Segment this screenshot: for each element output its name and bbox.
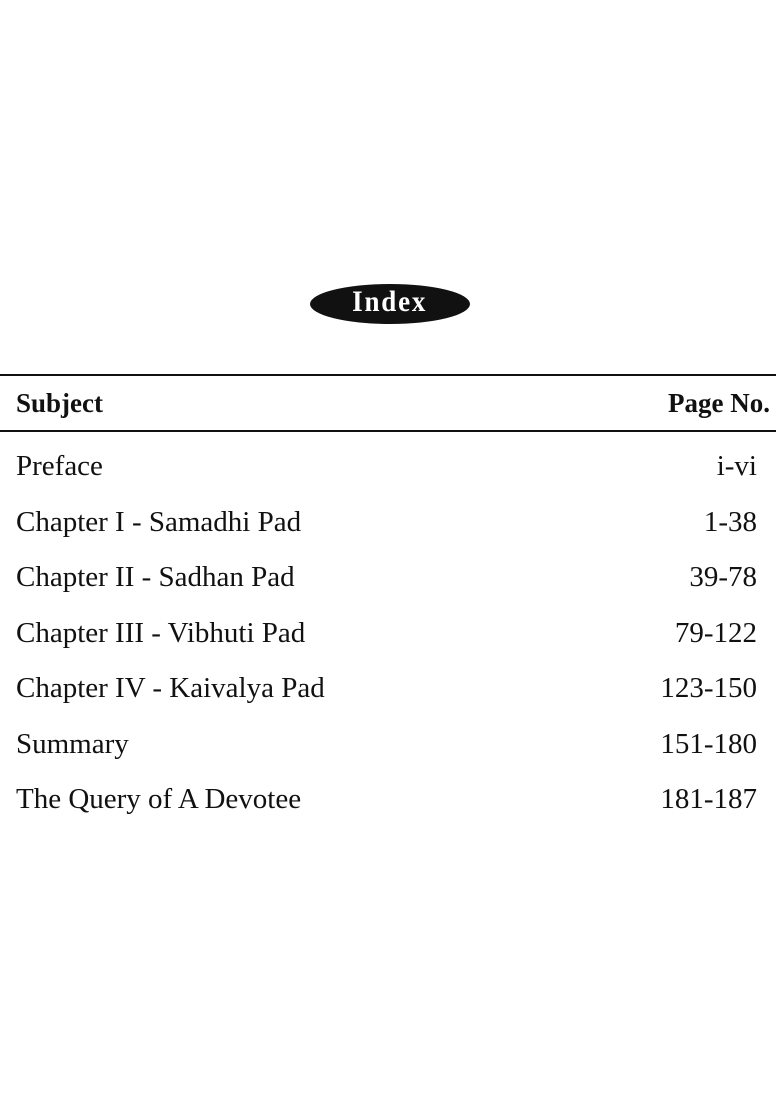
row-subject: Chapter II - Sadhan Pad xyxy=(16,561,295,593)
index-row xyxy=(16,505,757,539)
row-pages: 1-38 xyxy=(703,505,757,538)
row-subject: Chapter I - Samadhi Pad xyxy=(16,505,302,538)
index-row xyxy=(16,782,757,816)
index-row xyxy=(16,671,757,705)
row-pages: 79-122 xyxy=(674,616,757,649)
index-row xyxy=(16,727,757,761)
row-pages: i-vi xyxy=(716,450,757,482)
index-row xyxy=(16,616,757,650)
row-subject: Chapter IV - Kaivalya Pad xyxy=(16,672,325,704)
row-subject: The Query of A Devotee xyxy=(16,783,302,815)
index-title-badge xyxy=(310,284,470,324)
index-title: Index xyxy=(352,285,428,318)
row-pages: 39-78 xyxy=(689,561,757,593)
page-no-header: Page No. xyxy=(668,388,770,418)
header-rule xyxy=(0,430,776,432)
row-pages: 123-150 xyxy=(660,672,757,704)
row-subject: Preface xyxy=(16,450,103,482)
row-pages: 151-180 xyxy=(660,727,757,760)
row-subject: Chapter III - Vibhuti Pad xyxy=(16,616,306,649)
top-rule xyxy=(0,374,776,376)
index-row xyxy=(16,560,757,594)
subject-header: Subject xyxy=(16,388,103,418)
row-subject: Summary xyxy=(16,727,129,760)
index-row xyxy=(16,449,757,483)
row-pages: 181-187 xyxy=(660,783,757,815)
